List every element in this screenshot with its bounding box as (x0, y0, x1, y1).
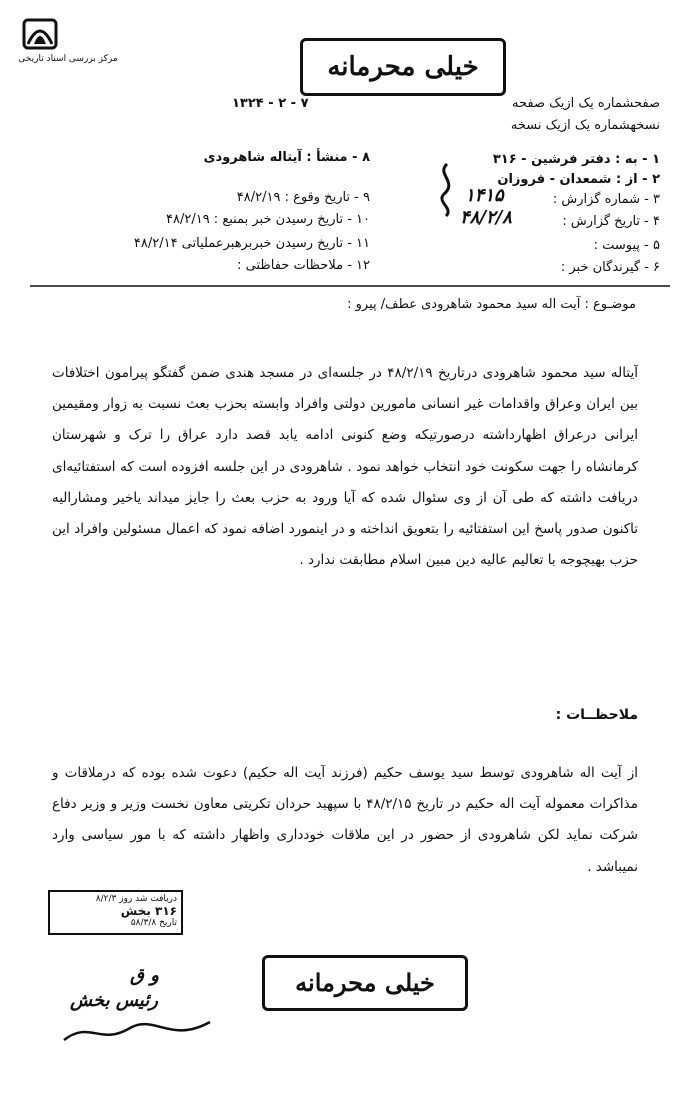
notes-title: ملاحظــات : (555, 707, 638, 723)
ops-receipt-date-field: ۱۱ - تاریخ رسیدن خبربرهبرعملیاتی ۴۸/۲/۱۴ (133, 236, 370, 251)
recipients-field: ۶ - گیرندگان خبر : (560, 260, 660, 275)
to-field: ۱ - به : دفتر فرشین - ۳۱۶ (492, 152, 660, 167)
event-date-field: ۹ - تاریخ وقوع : ۴۸/۲/۱۹ (236, 190, 370, 205)
report-number-handwritten: ۱۴۱۵ (465, 185, 504, 206)
classification-stamp-top: خیلی محرمانه (300, 38, 506, 96)
page-number-line: صفحشماره یک ازیک صفحه (512, 96, 660, 111)
classification-stamp-bottom: خیلی محرمانه (262, 955, 468, 1011)
receipt-line-1: دریافت شد روز ۸/۲/۳ (95, 894, 177, 904)
security-notes-field: ۱۲ - ملاحظات حفاظتی : (237, 258, 370, 273)
header-divider (30, 284, 670, 288)
copy-number-line: نسخهشماره یک ازیک نسخه (510, 118, 660, 133)
archive-logo-icon (18, 14, 62, 54)
source-receipt-date-field: ۱۰ - تاریخ رسیدن خبر بمنبع : ۴۸/۲/۱۹ (166, 212, 370, 227)
signature-name: رئیس بخش (70, 990, 158, 1011)
report-date-field: ۴ - تاریخ گزارش : (562, 214, 660, 229)
receipt-stamp (48, 890, 183, 935)
report-body (52, 358, 638, 576)
archive-caption: مرکز بررسی اسناد تاریخی (18, 54, 118, 64)
receipt-line-3: تاریخ ۵۸/۳/۸ (130, 918, 177, 928)
notes-body (52, 758, 638, 883)
notes-paragraph: از آیت اله شاهرودی توسط سید یوسف حکیم (فرزند آیت اله حکیم) دعوت شده بوده که درملاقات و مذاکرات معموله آیت اله حکیم در تاریخ ۴۸/۲/۱۵ با سپهبد حردان تکریتی معاون نخست وزیر و وزیر دفاع شرکت نماید لکن شاهرودی از حضور در این ملاقات خودداری واظهار داشته که با مور سیاسی وارد نمیباشد . (52, 765, 638, 875)
signature-initials: و ق (130, 965, 159, 986)
doc-date-line: ۷ - ۲ - ۱۳۲۴ (232, 96, 309, 111)
from-field: ۲ - از : شمعدان - فروزان (497, 172, 660, 187)
report-date-handwritten: ۴۸/۲/۸ (460, 207, 512, 228)
attachment-field: ۵ - پیوست : (593, 238, 660, 253)
report-number-field: ۳ - شماره گزارش : (552, 192, 660, 207)
receipt-line-2: ۳۱۶ بخش (120, 904, 177, 918)
body-paragraph: آیتاله سید محمود شاهرودی درتاریخ ۴۸/۲/۱۹ در جلسه‌ای در مسجد هندی ضمن گفتگو پیرامون اختلافات بین ایران وعراق واقدامات غیر انسانی مامورین دولتی وافراد وابسته بحزب بعث نسبت به زوار ومقیمین ایرانی درعراق اظهارداشته درصورتیکه وضع کنونی ادامه یابد قصد دارد عراق را ترک و شهرستان کرمانشاه را جهت سکونت خود انتخاب خواهد نمود . شاهرودی در این جلسه افزوده است که استفتائیه‌ای دریافت داشته که طی آن از وی سئوال شده که آیا ورود به حزب بعث را جایز میداند یاخیر ومشارالیه تاکنون صدور پاسخ این استفتائیه را بتعویق انداخته و در اینمورد اضافه نمود که اعمال مسئولین وافراد این حزب بهیچوجه با تعالیم عالیه دین مبین اسلام مطابقت ندارد . (52, 365, 638, 569)
handwritten-mark-icon (432, 160, 462, 220)
subject-line: موضـوع : آیت اله سید محمود شاهرودی عطف/ پیرو : (347, 297, 636, 312)
signature-scribble-icon (60, 1010, 220, 1050)
source-field: ۸ - منشأ : آیتاله شاهرودی (203, 150, 370, 165)
